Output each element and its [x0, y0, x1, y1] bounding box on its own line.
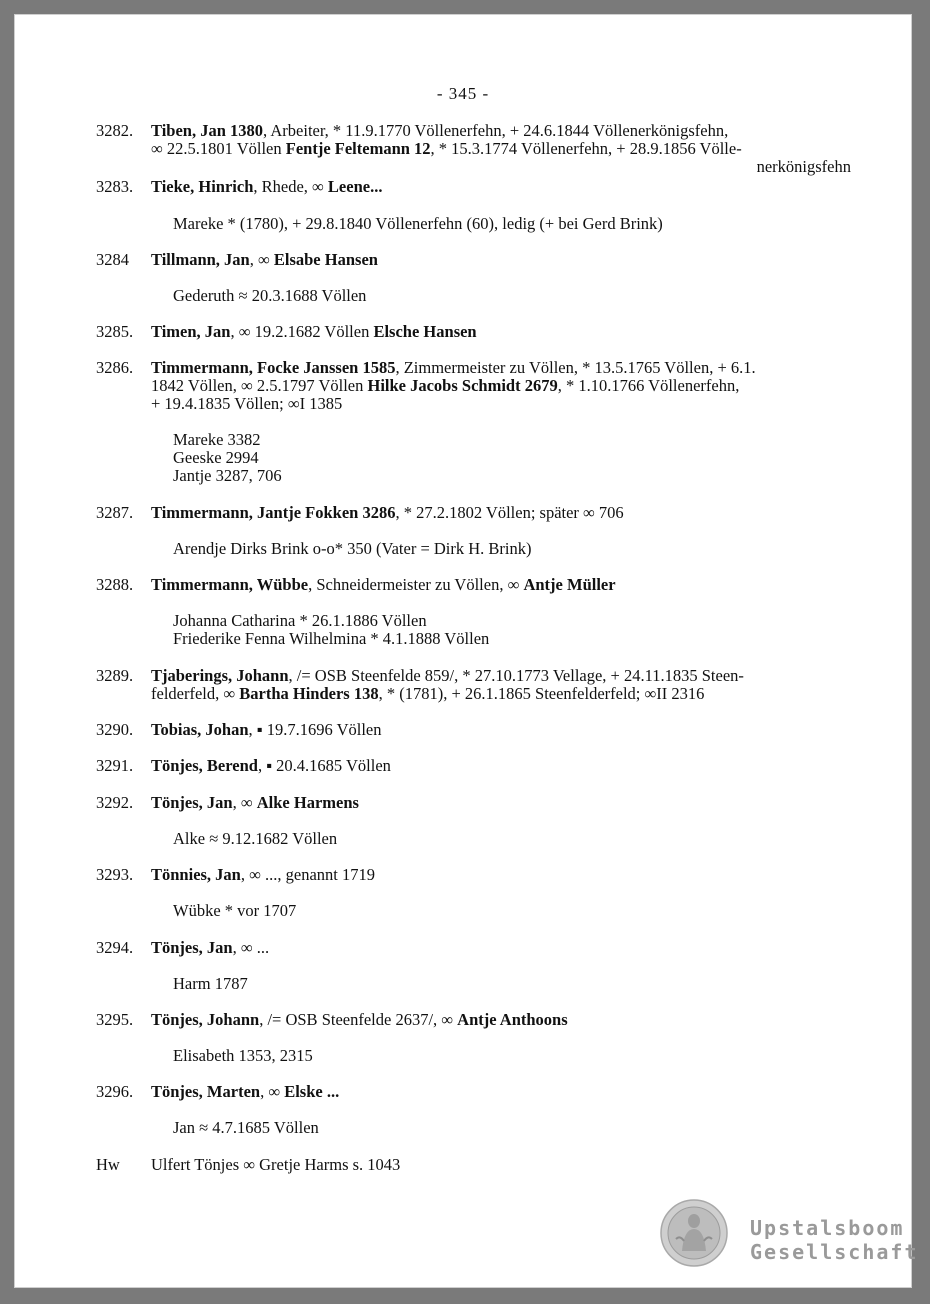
entry-text: , ▪ 19.7.1696 Völlen — [248, 720, 382, 739]
child-line: Mareke 3382 — [173, 430, 261, 449]
entry-text: , ∞ ..., genannt 1719 — [240, 865, 375, 884]
child-line: Arendje Dirks Brink o-o* 350 (Vater = Dirk H. Brink) — [173, 539, 532, 558]
child-line: Friederike Fenna Wilhelmina * 4.1.1888 Völlen — [173, 629, 490, 648]
child-line: Elisabeth 1353, 2315 — [173, 1046, 313, 1065]
seal-icon — [660, 1199, 728, 1267]
entry-number: 3286. — [96, 358, 134, 377]
entry-number: 3292. — [96, 793, 134, 812]
spouse-name: Bartha Hinders 138 — [239, 684, 379, 703]
entry-name: Tönjes, Johann — [151, 1010, 260, 1029]
entry-number: 3295. — [96, 1010, 134, 1029]
entry-name: Timmermann, Focke Janssen 1585 — [151, 358, 396, 377]
child-line: Harm 1787 — [173, 974, 248, 993]
entry-text: , /= OSB Steenfelde 2637/, ∞ — [259, 1010, 458, 1029]
entry-number: 3285. — [96, 322, 134, 341]
entry-text: , Schneidermeister zu Völlen, ∞ — [308, 575, 524, 594]
entry-number: Hw — [96, 1155, 120, 1174]
child-line: Jan ≈ 4.7.1685 Völlen — [173, 1118, 319, 1137]
entry-text: nerkönigsfehn — [756, 157, 851, 176]
document-page — [14, 14, 919, 1288]
entry-text: , /= OSB Steenfelde 859/, * 27.10.1773 Vellage, + 24.11.1835 Steen- — [288, 666, 744, 685]
entry-name: Timen, Jan — [151, 322, 231, 341]
entry-text: , * 1.10.1766 Völlenerfehn, — [557, 376, 740, 395]
entry-name: Tönjes, Marten — [151, 1082, 261, 1101]
entry-text: ∞ 22.5.1801 Völlen — [151, 139, 286, 158]
spouse-name: Alke Harmens — [256, 793, 359, 812]
entry-number: 3283. — [96, 177, 134, 196]
entry-text: , Zimmermeister zu Völlen, * 13.5.1765 Völlen, + 6.1. — [395, 358, 756, 377]
entry-text: , Arbeiter, * 11.9.1770 Völlenerfehn, + 24.6.1844 Völlenerkönigsfehn, — [263, 121, 729, 140]
entry-name: Tillmann, Jan — [151, 250, 250, 269]
entry-number: 3288. — [96, 575, 134, 594]
spouse-name: Leene... — [327, 177, 383, 196]
child-line: Wübke * vor 1707 — [173, 901, 297, 920]
entry-name: Timmermann, Wübbe — [151, 575, 309, 594]
entry-text: , * (1781), + 26.1.1865 Steenfelderfeld; ∞II 2316 — [378, 684, 705, 703]
entry-name: Tönjes, Jan — [151, 938, 233, 957]
entry-name: Tönjes, Jan — [151, 793, 233, 812]
entry-text: , ∞ — [249, 250, 274, 269]
spouse-name: Hilke Jacobs Schmidt 2679 — [367, 376, 558, 395]
entry-text: , ∞ ... — [232, 938, 270, 957]
entry-text: 1842 Völlen, ∞ 2.5.1797 Völlen — [151, 376, 368, 395]
entry-text: , ∞ — [232, 793, 257, 812]
entry-number: 3294. — [96, 938, 134, 957]
entry-text: felderfeld, ∞ — [151, 684, 240, 703]
entry-text: + 19.4.1835 Völlen; ∞I 1385 — [151, 394, 343, 413]
entry-name: Tobias, Johan — [151, 720, 249, 739]
child-line: Geeske 2994 — [173, 448, 259, 467]
spouse-name: Elsche Hansen — [373, 322, 477, 341]
entry-text: , ∞ — [260, 1082, 285, 1101]
brand-wordmark — [750, 1216, 919, 1264]
entry-name: Tönjes, Berend — [151, 756, 258, 775]
entry-number: 3296. — [96, 1082, 134, 1101]
entry-number: 3282. — [96, 121, 134, 140]
entry-number: 3293. — [96, 865, 134, 884]
entry-number: 3290. — [96, 720, 134, 739]
spouse-name: Antje Anthoons — [457, 1010, 568, 1029]
entry-text: , ∞ 19.2.1682 Völlen — [230, 322, 374, 341]
spouse-name: Elske ... — [284, 1082, 340, 1101]
entry-text: , ▪ 20.4.1685 Völlen — [257, 756, 391, 775]
entry-name: Tjaberings, Johann — [151, 666, 289, 685]
entry-text: , Rhede, ∞ — [253, 177, 328, 196]
child-line: Johanna Catharina * 26.1.1886 Völlen — [173, 611, 427, 630]
entry-name: Tieke, Hinrich — [151, 177, 254, 196]
child-line: Mareke * (1780), + 29.8.1840 Völlenerfehn (60), ledig (+ bei Gerd Brink) — [173, 214, 663, 233]
entry-text: , * 27.2.1802 Völlen; später ∞ 706 — [395, 503, 624, 522]
entry-number: 3289. — [96, 666, 134, 685]
entry-number: 3291. — [96, 756, 134, 775]
page-number: - 345 - — [436, 84, 490, 103]
entry-text: , * 15.3.1774 Völlenerfehn, + 28.9.1856 Völle- — [430, 139, 742, 158]
spouse-name: Fentje Feltemann 12 — [285, 139, 431, 158]
entry-number: 3284 — [96, 250, 129, 269]
entry-name: Tönnies, Jan — [151, 865, 241, 884]
entry-name: Tiben, Jan 1380 — [151, 121, 264, 140]
spouse-name: Elsabe Hansen — [273, 250, 378, 269]
child-line: Alke ≈ 9.12.1682 Völlen — [173, 829, 338, 848]
spouse-name: Antje Müller — [523, 575, 616, 594]
brand-line-2: Gesellschaft — [750, 1240, 919, 1264]
child-line: Gederuth ≈ 20.3.1688 Völlen — [173, 286, 367, 305]
brand-line-1: Upstalsboom — [750, 1216, 905, 1240]
child-line: Jantje 3287, 706 — [173, 466, 282, 485]
entry-text: Ulfert Tönjes ∞ Gretje Harms s. 1043 — [151, 1155, 401, 1174]
entry-name: Timmermann, Jantje Fokken 3286 — [151, 503, 396, 522]
entry-number: 3287. — [96, 503, 134, 522]
